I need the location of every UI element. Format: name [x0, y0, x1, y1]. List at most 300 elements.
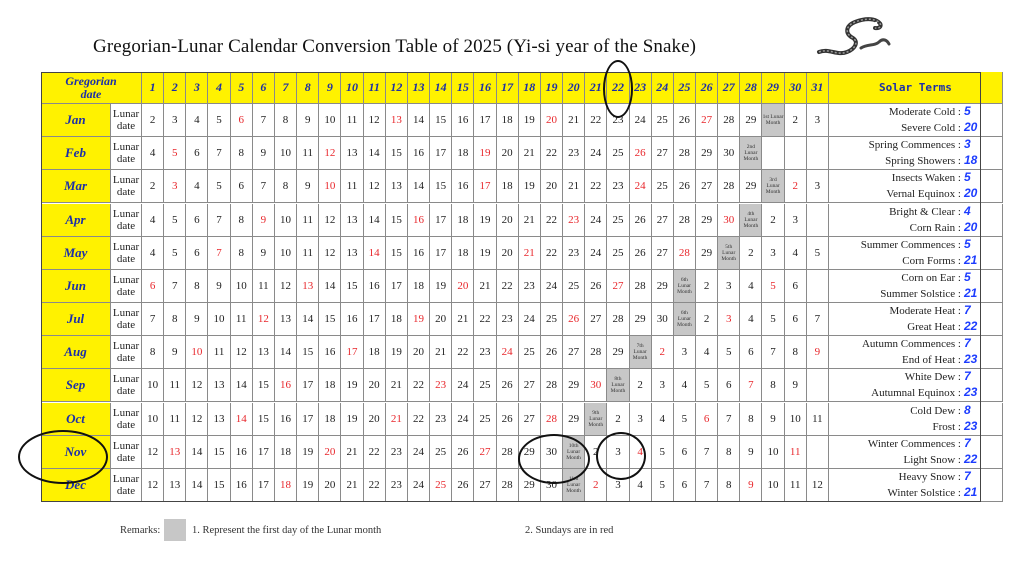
lunar-day-cell: 5 — [652, 436, 674, 469]
lunar-day-cell: 19 — [474, 204, 496, 237]
solar-term — [901, 120, 978, 136]
solar-term — [910, 403, 978, 419]
solar-term — [880, 286, 978, 302]
lunar-day-cell: 19 — [430, 270, 452, 303]
solar-term-day: 7 — [963, 369, 971, 384]
row-label-lunar-date — [111, 270, 142, 303]
row-label-lunar-date — [111, 303, 142, 336]
lunar-day-cell: 7 — [740, 369, 762, 402]
lunar-day-cell: 8 — [740, 403, 762, 436]
lunar-day-cell: 16 — [408, 204, 430, 237]
lunar-day-cell: 9 — [740, 469, 762, 502]
lunar-day-cell: 24 — [519, 303, 541, 336]
header-day-23: 23 — [630, 72, 652, 104]
lunar-day-cell: 3 — [718, 303, 740, 336]
lunar-day-cell: 23 — [563, 204, 585, 237]
lunar-month-label: 3rd Lunar Month — [765, 177, 781, 196]
lunar-day-cell: 9 — [740, 436, 762, 469]
lunar-day-cell: 19 — [297, 469, 319, 502]
lunar-day-cell: 23 — [474, 336, 496, 369]
lunar-day-cell: 30 — [718, 204, 740, 237]
lunar-day-cell: 17 — [297, 369, 319, 402]
lunar-day-cell: 22 — [364, 436, 386, 469]
lunar-day-cell: 24 — [585, 204, 607, 237]
row-label-lunar-date — [111, 204, 142, 237]
lunar-day-cell: 13 — [164, 436, 186, 469]
lunar-day-cell: 8 — [231, 237, 253, 270]
lunar-day-cell: 17 — [253, 469, 275, 502]
lunar-day-cell: 3 — [630, 403, 652, 436]
lunar-day-cell: 22 — [364, 469, 386, 502]
solar-term-name: Winter Solstice : — [887, 486, 961, 499]
lunar-day-cell: 16 — [452, 170, 474, 203]
lunar-day-cell: 20 — [319, 469, 341, 502]
lunar-day-cell: 15 — [208, 469, 230, 502]
lunar-day-cell: 29 — [563, 369, 585, 402]
lunar-day-cell: 2 — [585, 469, 607, 502]
lunar-day-cell: 17 — [341, 336, 363, 369]
solar-term-name: Moderate Heat : — [889, 305, 961, 318]
solar-term-day: 23 — [963, 385, 978, 400]
lunar-day-cell: 12 — [319, 137, 341, 170]
lunar-day-cell: 24 — [541, 270, 563, 303]
lunar-day-cell: 13 — [386, 104, 408, 137]
lunar-day-cell: 25 — [474, 403, 496, 436]
lunar-day-cell: 15 — [253, 403, 275, 436]
lunar-day-cell: 24 — [452, 369, 474, 402]
lunar-day-cell: 2 — [696, 303, 718, 336]
lunar-day-cell: 14 — [186, 436, 208, 469]
lunar-day-cell: 22 — [408, 369, 430, 402]
lunar-day-cell: 5 — [164, 204, 186, 237]
solar-term — [868, 436, 978, 452]
solar-term-name: Great Heat : — [907, 321, 961, 334]
lunar-day-cell: 25 — [430, 436, 452, 469]
lunar-day-cell: 21 — [519, 204, 541, 237]
lunar-month-start-cell — [585, 403, 607, 436]
lunar-day-cell: 16 — [408, 137, 430, 170]
lunar-day-cell — [807, 436, 829, 469]
solar-term-name: Light Snow : — [903, 453, 961, 466]
solar-term-name: Summer Commences : — [860, 238, 961, 251]
remark-1: 1. Represent the first day of the Lunar month — [192, 525, 382, 536]
month-label-jan: Jan — [41, 104, 111, 137]
lunar-day-cell: 22 — [452, 336, 474, 369]
lunar-day-cell: 26 — [452, 436, 474, 469]
row-label-line2: date — [116, 153, 136, 166]
lunar-day-cell: 3 — [652, 369, 674, 402]
lunar-day-cell: 21 — [519, 237, 541, 270]
lunar-day-cell: 27 — [696, 170, 718, 203]
solar-term-name: End of Heat : — [902, 354, 961, 367]
lunar-day-cell: 10 — [762, 436, 784, 469]
lunar-day-cell: 27 — [607, 270, 629, 303]
lunar-day-cell: 15 — [386, 237, 408, 270]
lunar-day-cell: 14 — [231, 403, 253, 436]
lunar-day-cell: 5 — [164, 137, 186, 170]
solar-term-name: Moderate Cold : — [888, 106, 961, 119]
solar-term-day: 23 — [963, 352, 978, 367]
lunar-day-cell: 19 — [341, 403, 363, 436]
lunar-day-cell: 2 — [696, 270, 718, 303]
lunar-day-cell: 7 — [696, 436, 718, 469]
header-day-18: 18 — [519, 72, 541, 104]
lunar-day-cell: 17 — [430, 137, 452, 170]
remarks-label: Remarks: — [120, 525, 161, 536]
lunar-day-cell: 25 — [652, 104, 674, 137]
lunar-day-cell: 30 — [585, 369, 607, 402]
solar-term-day: 7 — [963, 435, 971, 450]
lunar-day-cell: 12 — [319, 204, 341, 237]
lunar-day-cell: 21 — [474, 270, 496, 303]
lunar-day-cell: 10 — [785, 403, 807, 436]
header-day-14: 14 — [430, 72, 452, 104]
header-corner-line1: Gregorian — [65, 73, 117, 88]
solar-term-name: Corn Rain : — [909, 221, 961, 234]
lunar-day-cell: 18 — [319, 369, 341, 402]
lunar-month-start-cell — [762, 170, 784, 203]
row-label-line2: date — [116, 352, 136, 365]
lunar-day-cell: 23 — [430, 369, 452, 402]
lunar-day-cell: 26 — [630, 137, 652, 170]
lunar-day-cell: 4 — [674, 369, 696, 402]
lunar-day-cell: 23 — [497, 303, 519, 336]
lunar-day-cell: 20 — [452, 270, 474, 303]
lunar-day-cell: 25 — [519, 336, 541, 369]
solar-terms-jan — [829, 104, 1003, 137]
row-label-lunar-date — [111, 369, 142, 402]
lunar-day-cell: 13 — [386, 170, 408, 203]
lunar-day-cell: 16 — [319, 336, 341, 369]
header-day-15: 15 — [452, 72, 474, 104]
lunar-day-cell: 23 — [607, 104, 629, 137]
solar-term-day: 22 — [963, 451, 978, 466]
lunar-day-cell: 19 — [341, 369, 363, 402]
lunar-day-cell: 15 — [297, 336, 319, 369]
lunar-day-cell: 26 — [563, 303, 585, 336]
solar-term-name: Heavy Snow : — [898, 470, 961, 483]
row-label-line2: date — [116, 186, 136, 199]
lunar-day-cell: 20 — [430, 303, 452, 336]
lunar-day-cell: 28 — [541, 403, 563, 436]
lunar-day-cell: 14 — [408, 104, 430, 137]
lunar-day-cell: 17 — [297, 403, 319, 436]
lunar-day-cell: 4 — [785, 237, 807, 270]
header-day-17: 17 — [497, 72, 519, 104]
lunar-day-cell: 13 — [341, 204, 363, 237]
lunar-day-cell: 4 — [652, 403, 674, 436]
lunar-day-cell: 15 — [208, 436, 230, 469]
lunar-day-cell: 28 — [497, 436, 519, 469]
solar-terms-dec — [829, 469, 1003, 502]
lunar-day-cell: 4 — [186, 104, 208, 137]
header-day-28: 28 — [740, 72, 762, 104]
lunar-day-cell: 20 — [497, 204, 519, 237]
row-label-line1: Lunar — [112, 273, 140, 286]
lunar-day-cell: 23 — [386, 469, 408, 502]
lunar-day-cell: 5 — [208, 104, 230, 137]
lunar-day-cell: 15 — [253, 369, 275, 402]
lunar-day-cell: 11 — [297, 237, 319, 270]
solar-term-name: Spring Commences : — [868, 139, 961, 152]
lunar-day-cell: 18 — [408, 270, 430, 303]
lunar-day-cell: 27 — [563, 336, 585, 369]
lunar-day-cell: 6 — [231, 170, 253, 203]
lunar-day-cell: 29 — [740, 104, 762, 137]
lunar-day-cell: 24 — [630, 170, 652, 203]
lunar-day-cell: 19 — [474, 137, 496, 170]
row-label-lunar-date — [111, 237, 142, 270]
lunar-day-cell: 7 — [208, 137, 230, 170]
lunar-day-cell: 6 — [740, 336, 762, 369]
lunar-day-cell: 15 — [386, 137, 408, 170]
row-label-line1: Lunar — [112, 141, 140, 154]
lunar-day-cell: 23 — [563, 237, 585, 270]
lunar-day-cell: 9 — [785, 369, 807, 402]
lunar-day-cell: 4 — [740, 270, 762, 303]
lunar-day-cell: 26 — [674, 170, 696, 203]
lunar-day-cell: 6 — [785, 303, 807, 336]
lunar-day-cell: 26 — [452, 469, 474, 502]
lunar-day-cell: 7 — [253, 104, 275, 137]
lunar-day-cell: 21 — [519, 137, 541, 170]
lunar-day-cell: 27 — [652, 237, 674, 270]
lunar-day-cell: 13 — [208, 369, 230, 402]
lunar-day-cell: 11 — [208, 336, 230, 369]
solar-term-day: 7 — [963, 303, 971, 318]
lunar-day-cell: 18 — [275, 469, 297, 502]
lunar-day-cell: 28 — [630, 270, 652, 303]
lunar-day-cell: 24 — [452, 403, 474, 436]
lunar-day-cell: 29 — [563, 403, 585, 436]
lunar-day-cell: 9 — [164, 336, 186, 369]
lunar-day-cell: 4 — [142, 204, 164, 237]
lunar-day-cell: 6 — [696, 403, 718, 436]
lunar-day-cell: 9 — [762, 403, 784, 436]
lunar-day-cell: 21 — [563, 104, 585, 137]
page-title: Gregorian-Lunar Calendar Conversion Table of 2025 (Yi-si year of the Snake) — [93, 36, 697, 57]
lunar-day-cell: 13 — [208, 403, 230, 436]
header-day-11: 11 — [364, 72, 386, 104]
lunar-day-cell: 7 — [718, 403, 740, 436]
lunar-day-cell: 10 — [208, 303, 230, 336]
lunar-day-cell: 11 — [164, 403, 186, 436]
lunar-day-cell: 29 — [696, 204, 718, 237]
header-day-1: 1 — [142, 72, 164, 104]
lunar-day-cell: 14 — [231, 369, 253, 402]
lunar-day-cell: 25 — [607, 237, 629, 270]
month-label-jun: Jun — [41, 270, 111, 303]
solar-term-name: Winter Commences : — [867, 437, 961, 450]
lunar-day-cell: 20 — [319, 436, 341, 469]
row-label-line2: date — [116, 385, 136, 398]
header-day-22: 22 — [607, 72, 629, 104]
row-label-lunar-date — [111, 436, 142, 469]
lunar-day-cell: 28 — [541, 369, 563, 402]
lunar-day-cell: 22 — [541, 237, 563, 270]
row-label-line2: date — [116, 418, 136, 431]
lunar-day-cell: 5 — [807, 237, 829, 270]
solar-terms-apr — [829, 204, 1003, 237]
lunar-day-cell: 26 — [630, 204, 652, 237]
lunar-day-cell: 17 — [253, 436, 275, 469]
lunar-day-cell: 25 — [474, 369, 496, 402]
lunar-day-cell: 12 — [275, 270, 297, 303]
header-day-20: 20 — [563, 72, 585, 104]
lunar-day-cell: 29 — [519, 469, 541, 502]
lunar-day-cell: 3 — [807, 170, 829, 203]
lunar-day-cell: 4 — [630, 436, 652, 469]
lunar-day-cell: 3 — [785, 204, 807, 237]
lunar-month-start-cell — [607, 369, 629, 402]
solar-term-name: White Dew : — [904, 371, 961, 384]
solar-term-day: 4 — [963, 203, 971, 218]
lunar-day-cell: 17 — [474, 104, 496, 137]
row-label-lunar-date — [111, 336, 142, 369]
lunar-month-label: 9th Lunar Month — [588, 409, 604, 428]
header-corner-line2: date — [80, 86, 102, 101]
row-label-lunar-date — [111, 170, 142, 203]
header-day-5: 5 — [231, 72, 253, 104]
lunar-day-cell: 2 — [762, 204, 784, 237]
lunar-day-cell: 2 — [785, 104, 807, 137]
lunar-day-cell: 9 — [253, 237, 275, 270]
lunar-day-cell: 21 — [341, 436, 363, 469]
lunar-day-cell: 5 — [696, 369, 718, 402]
header-day-8: 8 — [297, 72, 319, 104]
lunar-day-cell: 25 — [430, 469, 452, 502]
lunar-day-cell: 11 — [297, 204, 319, 237]
lunar-day-cell: 2 — [785, 170, 807, 203]
lunar-month-start-cell — [630, 336, 652, 369]
solar-term — [907, 319, 978, 335]
solar-term — [889, 303, 977, 319]
calendar-table — [41, 72, 981, 502]
lunar-day-cell: 11 — [231, 303, 253, 336]
lunar-day-cell: 17 — [430, 237, 452, 270]
header-day-27: 27 — [718, 72, 740, 104]
lunar-day-cell: 10 — [319, 170, 341, 203]
lunar-day-cell: 24 — [408, 469, 430, 502]
lunar-day-cell: 21 — [386, 403, 408, 436]
solar-term — [902, 352, 978, 368]
row-label-line1: Lunar — [112, 439, 140, 452]
lunar-day-cell: 7 — [208, 237, 230, 270]
solar-term-day: 5 — [963, 269, 971, 284]
lunar-day-cell: 15 — [386, 204, 408, 237]
lunar-day-cell: 2 — [740, 237, 762, 270]
lunar-day-cell: 11 — [253, 270, 275, 303]
header-day-25: 25 — [674, 72, 696, 104]
row-label-lunar-date — [111, 104, 142, 137]
lunar-month-start-cell — [563, 436, 585, 469]
lunar-day-cell: 16 — [231, 469, 253, 502]
lunar-day-cell: 20 — [408, 336, 430, 369]
lunar-month-start-cell — [563, 469, 585, 502]
lunar-day-cell: 29 — [740, 170, 762, 203]
solar-term-name: Cold Dew : — [910, 404, 961, 417]
header-day-2: 2 — [164, 72, 186, 104]
lunar-month-start-cell — [718, 237, 740, 270]
lunar-day-cell: 23 — [519, 270, 541, 303]
lunar-day-cell: 8 — [275, 104, 297, 137]
lunar-day-cell: 27 — [696, 104, 718, 137]
row-label-line2: date — [116, 252, 136, 265]
lunar-day-cell: 25 — [541, 303, 563, 336]
header-day-3: 3 — [186, 72, 208, 104]
header-day-13: 13 — [408, 72, 430, 104]
lunar-day-cell: 10 — [762, 469, 784, 502]
lunar-day-cell: 6 — [186, 137, 208, 170]
lunar-day-cell: 14 — [319, 270, 341, 303]
lunar-day-cell: 14 — [186, 469, 208, 502]
lunar-day-cell: 28 — [585, 336, 607, 369]
header-day-24: 24 — [652, 72, 674, 104]
lunar-day-cell: 12 — [364, 170, 386, 203]
lunar-day-cell: 29 — [652, 270, 674, 303]
lunar-day-cell: 8 — [718, 436, 740, 469]
solar-terms-jul — [829, 303, 1003, 336]
header-day-31: 31 — [807, 72, 829, 104]
lunar-day-cell: 3 — [718, 270, 740, 303]
lunar-day-cell: 28 — [674, 204, 696, 237]
month-label-feb: Feb — [41, 137, 111, 170]
lunar-day-cell: 7 — [208, 204, 230, 237]
lunar-day-cell: 8 — [718, 469, 740, 502]
month-label-jul: Jul — [41, 303, 111, 336]
solar-term-name: Summer Solstice : — [880, 287, 961, 300]
row-label-lunar-date — [111, 403, 142, 436]
lunar-day-cell: 16 — [452, 104, 474, 137]
lunar-day-cell: 20 — [497, 237, 519, 270]
solar-term-day: 21 — [963, 252, 978, 267]
solar-term — [861, 237, 978, 253]
lunar-day-cell: 18 — [319, 403, 341, 436]
lunar-day-cell: 14 — [275, 336, 297, 369]
row-label-line2: date — [116, 120, 136, 133]
lunar-day-cell: 6 — [785, 270, 807, 303]
lunar-day-cell: 11 — [164, 369, 186, 402]
lunar-day-cell: 19 — [386, 336, 408, 369]
row-label-line1: Lunar — [112, 108, 140, 121]
row-label-lunar-date — [111, 469, 142, 502]
solar-terms-mar — [829, 170, 1003, 203]
remark-2: 2. Sundays are in red — [525, 525, 614, 536]
lunar-day-cell: 8 — [231, 204, 253, 237]
row-label-line1: Lunar — [112, 240, 140, 253]
lunar-day-cell: 15 — [430, 170, 452, 203]
solar-term-name: Bright & Clear : — [889, 205, 961, 218]
solar-term — [889, 104, 978, 120]
solar-term-day: 7 — [963, 336, 971, 351]
lunar-day-cell: 6 — [142, 270, 164, 303]
lunar-day-cell: 13 — [297, 270, 319, 303]
lunar-day-cell: 8 — [785, 336, 807, 369]
lunar-month-start-cell — [674, 303, 696, 336]
row-label-line1: Lunar — [112, 472, 140, 485]
solar-term-day: 23 — [963, 418, 978, 433]
lunar-day-cell: 12 — [231, 336, 253, 369]
lunar-day-cell: 25 — [563, 270, 585, 303]
month-label-sep: Sep — [41, 369, 111, 402]
solar-term-day: 20 — [963, 120, 978, 135]
lunar-month-label: 1st Lunar Month — [762, 114, 784, 127]
lunar-day-cell: 21 — [452, 303, 474, 336]
solar-term — [871, 385, 978, 401]
lunar-day-cell: 29 — [696, 137, 718, 170]
solar-term — [904, 452, 978, 468]
month-label-nov: Nov — [41, 436, 111, 469]
